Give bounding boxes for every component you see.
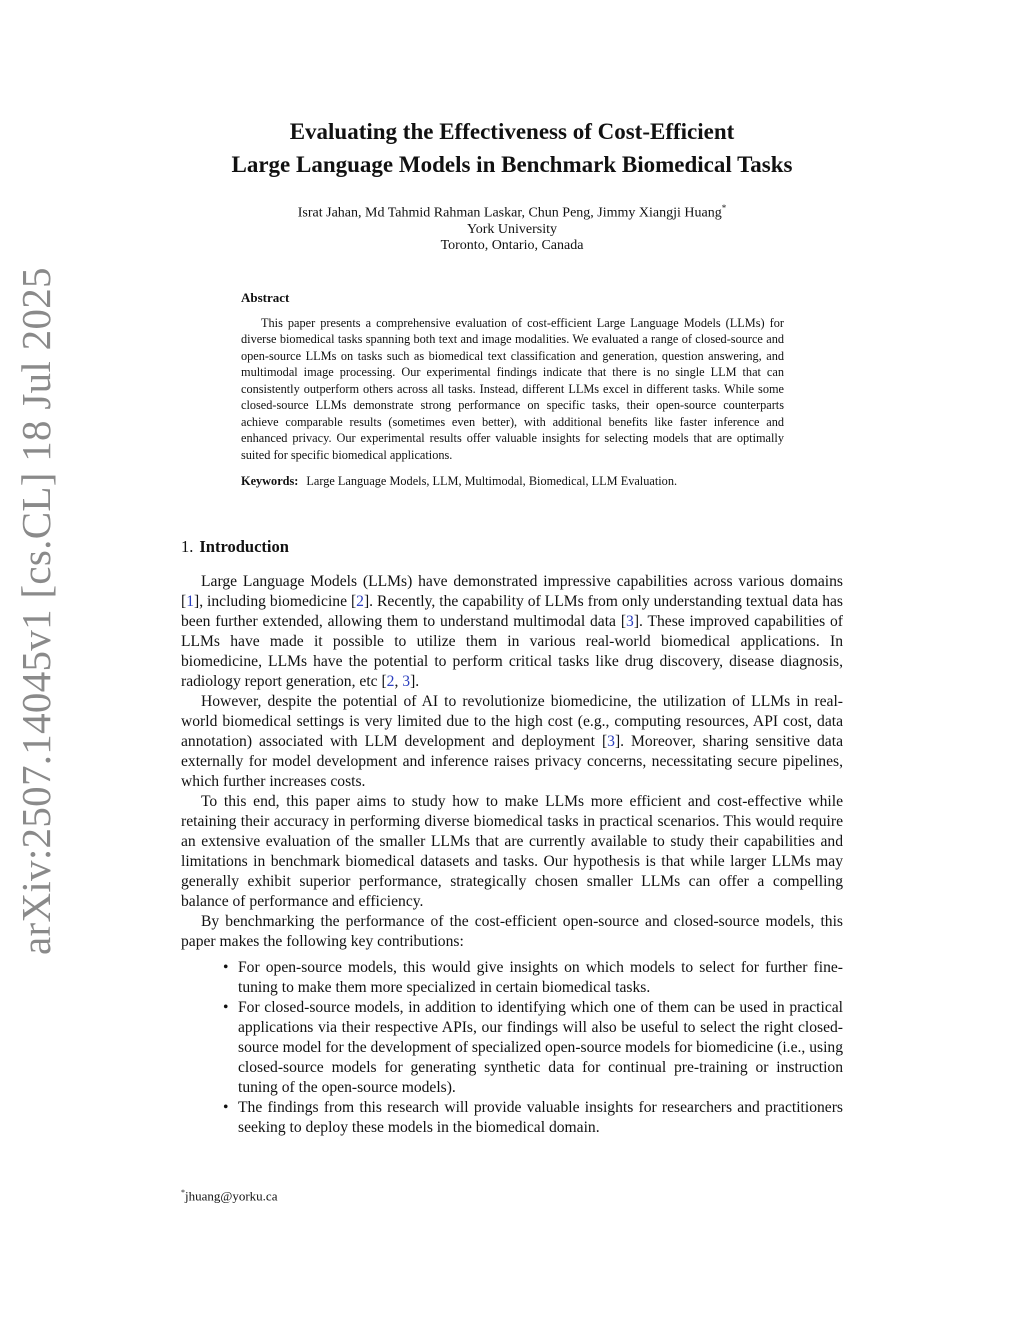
keywords-label: Keywords: [241,474,299,488]
author-list: Israt Jahan, Md Tahmid Rahman Laskar, Chun Peng, Jimmy Xiangji Huang [297,205,722,221]
list-item: • The findings from this research will provide valuable insights for researchers and practitioners seeking to deploy these models in the biomedical domain. [223,1099,843,1136]
bullet-icon: • [223,1099,229,1116]
citation-link[interactable]: 2 [356,593,364,610]
section-heading-introduction [181,537,289,557]
footnote-mark: * [181,1188,185,1197]
author-names [200,200,824,222]
section-title: Introduction [199,537,289,556]
intro-paragraph-3: To this end, this paper aims to study how to make LLMs more efficient and cost-effective while retaining their accuracy in performing diverse biomedical tasks in practical scenarios. This would require an extensive evaluation of the smaller LLMs that are currently available to study their capabilities and limitations in benchmark biomedical datasets and tasks. Our hypothesis is that while larger LLMs may generally exhibit superior performance, strategically chosen smaller LLMs can offer a compelling balance of performance and efficiency. [181,793,843,910]
arxiv-identifier: arXiv:2507.14045v1 [cs.CL] 18 Jul 2025 [13,267,59,955]
citation-link[interactable]: 1 [186,593,194,610]
footnote-email: jhuang@yorku.ca [185,1188,278,1204]
citation-link[interactable]: 3 [607,733,615,750]
intro-paragraph-4: By benchmarking the performance of the cost-efficient open-source and closed-source models, this paper makes the following key contributions: [181,913,843,950]
keywords-list: Large Language Models, LLM, Multimodal, Biomedical, LLM Evaluation. [306,474,678,488]
title-line-2: Large Language Models in Benchmark Biomedical Tasks [231,152,793,177]
list-item: • For open-source models, this would give insights on which models to select for further fine-tuning to make them more specialized in certain biomedical tasks. [223,959,843,996]
introduction-body [181,572,843,1138]
contributions-list [181,958,843,1138]
paper-title [140,115,884,181]
list-item: • For closed-source models, in addition to identifying which one of them can be used in practical applications via their respective APIs, our findings will also be useful to select the right closed-source model for the development of specialized open-source models for biomedicine (i.e., using closed-source models for generating synthetic data for continual pre-training or instruction tuning of the open-source models). [223,999,843,1096]
intro-paragraph-1: Large Language Models (LLMs) have demonstrated impressive capabilities across various domains [1], including biomedicine [2]. Recently, the capability of LLMs from only understanding textual data has been further extended, allowing them to understand multimodal data [3]. These improved capabilities of LLMs have made it possible to utilize them in various real-world biomedical applications. In biomedicine, LLMs have the potential to perform critical tasks like drug discovery, disease diagnosis, radiology report generation, etc [2, 3]. [181,573,843,690]
affiliation: York University [467,221,557,237]
abstract-text: This paper presents a comprehensive evaluation of cost-efficient Large Language Models (LLMs) for diverse biomedical tasks spanning both text and image modalities. We evaluated a range of closed-source and open-source LLMs on tasks such as biomedical text classification and generation, question answering, and multimodal image processing. Our experimental findings indicate that there is no single LLM that can consistently outperform others across all tasks. Instead, different LLMs excel in different tasks. While some closed-source LLMs demonstrate strong performance on specific tasks, their open-source counterparts achieve comparable results (sometimes even better), with additional benefits like faster inference and enhanced privacy. Our experimental results offer valuable insights for selecting models that are optimally suited for specific biomedical applications. [241,315,784,462]
bullet-icon: • [223,959,229,976]
citation-link[interactable]: 3 [626,613,634,630]
citation-link[interactable]: 2 [386,673,395,690]
citation-link[interactable]: 3 [402,673,411,690]
bullet-icon: • [223,999,229,1016]
corresponding-author-mark: * [721,203,727,213]
keywords-line [241,473,784,490]
author-block [200,200,824,254]
title-line-1: Evaluating the Effectiveness of Cost-Efficient [289,119,735,144]
footnote [181,1188,277,1204]
section-number: 1. [181,537,194,556]
location: Toronto, Ontario, Canada [440,237,584,253]
abstract-section [241,290,784,490]
abstract-heading: Abstract [241,290,290,305]
intro-paragraph-2: However, despite the potential of AI to revolutionize biomedicine, the utilization of LLMs in real-world biomedical settings is very limited due to the high cost (e.g., computing resources, API cost, data annotation) associated with LLM development and deployment [3]. Moreover, sharing sensitive data externally for model development and inference raises privacy concerns, necessitating secure pipelines, which further increases costs. [181,693,843,790]
